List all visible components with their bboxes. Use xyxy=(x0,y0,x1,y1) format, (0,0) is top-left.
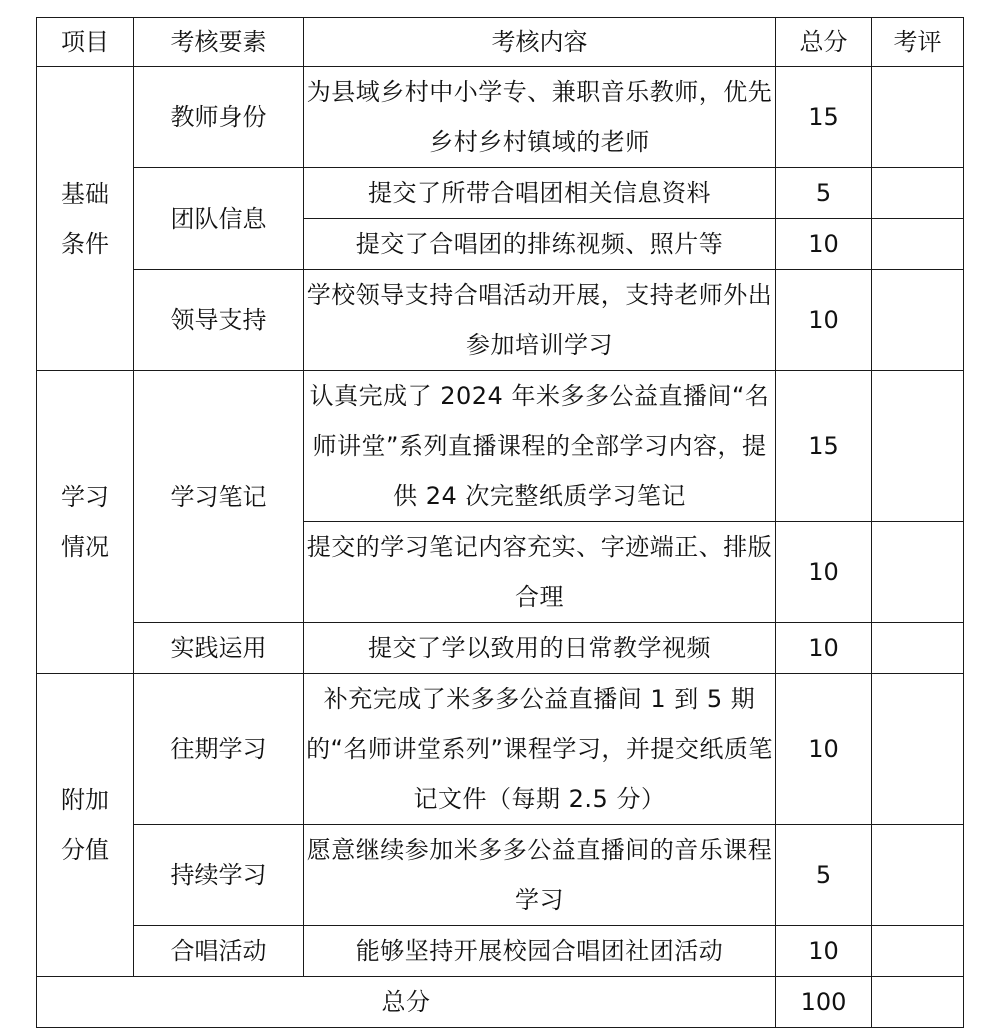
category-basic-line2: 条件 xyxy=(61,229,109,258)
assessment-table xyxy=(36,17,964,1028)
header-element: 考核要素 xyxy=(134,18,304,67)
total-label: 总分 xyxy=(37,977,776,1028)
header-score: 总分 xyxy=(776,18,872,67)
score-cell: 10 xyxy=(776,522,872,623)
element-cell: 合唱活动 xyxy=(134,926,304,977)
category-bonus xyxy=(37,674,134,977)
score-cell: 10 xyxy=(776,926,872,977)
content-cell: 提交了合唱团的排练视频、照片等 xyxy=(304,219,776,270)
review-cell xyxy=(872,623,964,674)
element-cell: 教师身份 xyxy=(134,67,304,168)
element-cell: 领导支持 xyxy=(134,270,304,371)
header-row xyxy=(37,18,964,67)
table-row xyxy=(37,674,964,825)
category-basic-line1: 基础 xyxy=(61,179,109,208)
content-cell: 学校领导支持合唱活动开展，支持老师外出参加培训学习 xyxy=(304,270,776,371)
review-cell xyxy=(872,926,964,977)
review-cell xyxy=(872,219,964,270)
category-bonus-line2: 分值 xyxy=(61,836,109,864)
category-study-line2: 情况 xyxy=(61,533,109,561)
category-bonus-line1: 附加 xyxy=(61,786,109,814)
table-row xyxy=(37,623,964,674)
review-cell xyxy=(872,67,964,168)
score-cell: 10 xyxy=(776,674,872,825)
content-cell: 提交的学习笔记内容充实、字迹端正、排版合理 xyxy=(304,522,776,623)
header-project: 项目 xyxy=(37,18,134,67)
table-row xyxy=(37,67,964,168)
table-row xyxy=(37,825,964,926)
table-row xyxy=(37,270,964,371)
score-cell: 15 xyxy=(776,371,872,522)
element-cell: 往期学习 xyxy=(134,674,304,825)
content-cell: 为县域乡村中小学专、兼职音乐教师，优先乡村乡村镇域的老师 xyxy=(304,67,776,168)
review-cell xyxy=(872,270,964,371)
category-study-line1: 学习 xyxy=(61,483,109,511)
total-value: 100 xyxy=(776,977,872,1028)
table-row xyxy=(37,926,964,977)
content-cell: 认真完成了 2024 年米多多公益直播间“名师讲堂”系列直播课程的全部学习内容，提供 24 次完整纸质学习笔记 xyxy=(304,371,776,522)
header-content: 考核内容 xyxy=(304,18,776,67)
element-cell: 实践运用 xyxy=(134,623,304,674)
score-cell: 10 xyxy=(776,219,872,270)
score-cell: 5 xyxy=(776,168,872,219)
content-cell: 补充完成了米多多公益直播间 1 到 5 期的“名师讲堂系列”课程学习，并提交纸质笔记文件（每期 2.5 分） xyxy=(304,674,776,825)
category-study xyxy=(37,371,134,674)
content-cell: 能够坚持开展校园合唱团社团活动 xyxy=(304,926,776,977)
content-cell: 愿意继续参加米多多公益直播间的音乐课程学习 xyxy=(304,825,776,926)
element-cell: 团队信息 xyxy=(134,168,304,270)
review-cell xyxy=(872,371,964,522)
review-cell xyxy=(872,168,964,219)
content-cell: 提交了所带合唱团相关信息资料 xyxy=(304,168,776,219)
score-cell: 5 xyxy=(776,825,872,926)
element-cell: 学习笔记 xyxy=(134,371,304,623)
table-row xyxy=(37,168,964,219)
score-cell: 10 xyxy=(776,270,872,371)
review-cell xyxy=(872,825,964,926)
total-review-cell xyxy=(872,977,964,1028)
table-row xyxy=(37,371,964,522)
element-cell: 持续学习 xyxy=(134,825,304,926)
review-cell xyxy=(872,522,964,623)
score-cell: 10 xyxy=(776,623,872,674)
category-basic xyxy=(37,67,134,371)
total-row xyxy=(37,977,964,1028)
content-cell: 提交了学以致用的日常教学视频 xyxy=(304,623,776,674)
review-cell xyxy=(872,674,964,825)
header-review: 考评 xyxy=(872,18,964,67)
score-cell: 15 xyxy=(776,67,872,168)
